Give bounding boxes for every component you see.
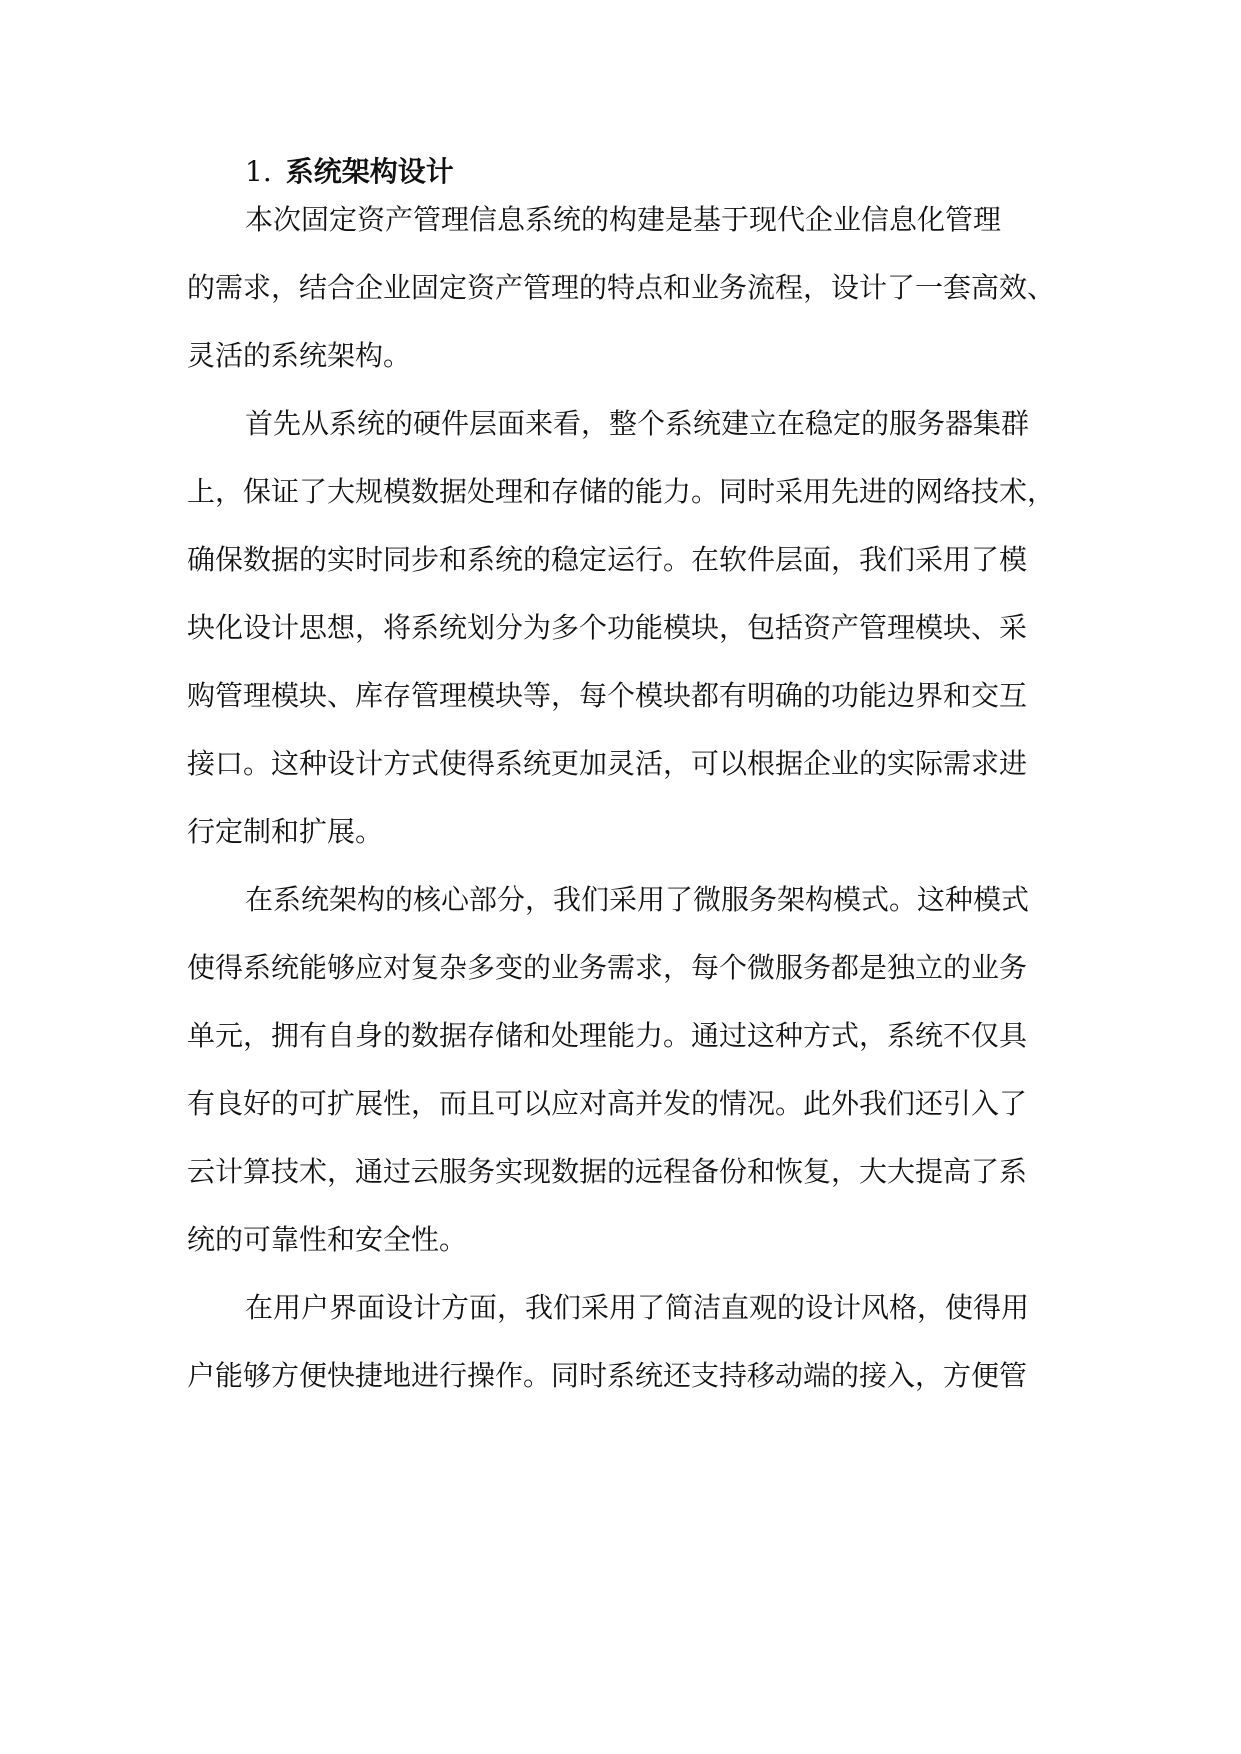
body-text-line: 首先从系统的硬件层面来看，整个系统建立在稳定的服务器集群: [245, 407, 1030, 440]
body-text-line: 确保数据的实时同步和系统的稳定运行。在软件层面，我们采用了模: [187, 543, 1028, 576]
body-text-line: 在用户界面设计方面，我们采用了简洁直观的设计风格，使得用: [245, 1291, 1030, 1324]
body-text-line: 灵活的系统架构。: [187, 339, 412, 372]
body-text-line: 云计算技术，通过云服务实现数据的远程备份和恢复，大大提高了系: [187, 1155, 1028, 1188]
body-text-line: 有良好的可扩展性，而且可以应对高并发的情况。此外我们还引入了: [187, 1087, 1028, 1120]
body-text-line: 本次固定资产管理信息系统的构建是基于现代企业信息化管理: [245, 203, 1002, 236]
body-text-line: 购管理模块、库存管理模块等，每个模块都有明确的功能边界和交互: [187, 679, 1028, 712]
body-text-line: 使得系统能够应对复杂多变的业务需求，每个微服务都是独立的业务: [187, 951, 1028, 984]
body-text-line: 的需求，结合企业固定资产管理的特点和业务流程，设计了一套高效、: [187, 271, 1056, 304]
body-text-line: 接口。这种设计方式使得系统更加灵活，可以根据企业的实际需求进: [187, 747, 1028, 780]
section-number: 1.: [245, 155, 272, 188]
body-text-line: 户能够方便快捷地进行操作。同时系统还支持移动端的接入，方便管: [187, 1359, 1028, 1392]
body-text-line: 统的可靠性和安全性。: [187, 1223, 468, 1256]
body-text-line: 块化设计思想，将系统划分为多个功能模块，包括资产管理模块、采: [187, 611, 1028, 644]
section-title: 系统架构设计: [285, 155, 454, 188]
body-text-line: 单元，拥有自身的数据存储和处理能力。通过这种方式，系统不仅具: [187, 1019, 1028, 1052]
section-heading: [245, 150, 454, 194]
body-text-line: 在系统架构的核心部分，我们采用了微服务架构模式。这种模式: [245, 883, 1030, 916]
body-text-line: 行定制和扩展。: [187, 815, 384, 848]
body-text-line: 上，保证了大规模数据处理和存储的能力。同时采用先进的网络技术，: [187, 475, 1056, 508]
